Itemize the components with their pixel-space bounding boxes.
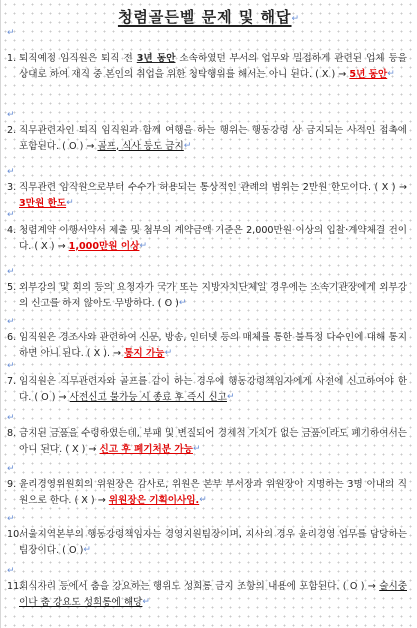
- answer-note: 사전신고 불가능 시 종료 후 즉시 신고: [69, 391, 227, 403]
- question-item: [7, 181, 407, 211]
- question-number: 10.: [7, 529, 23, 540]
- answer-note: 5년 동안: [349, 68, 388, 80]
- answer-note: 골프, 식사 등도 금지: [97, 140, 184, 152]
- paragraph-mark: ↵: [83, 544, 91, 555]
- paragraph-mark: ↵: [226, 391, 235, 402]
- question-number: 6.: [7, 332, 17, 343]
- paragraph-mark: ↵: [7, 28, 15, 38]
- question-number: 11.: [7, 581, 23, 592]
- question-text: [19, 478, 407, 508]
- question-item: [7, 580, 407, 610]
- question-number: 5.: [7, 282, 17, 293]
- question-item: [7, 427, 407, 457]
- question-text-part: 금지된 금품을 수령하였는데, 부패 및 변질되어 경제적 가치가 없는 금품이라도 폐기하여서는 아니 된다. ( X ) →: [19, 428, 407, 455]
- question-text-part: 직무관련자인 퇴직 임직원과 함께 여행을 하는 행위는 행동강령 상 금지되는 사적인 접촉에 포함된다. ( O ) →: [19, 125, 407, 152]
- paragraph-mark: ↵: [7, 210, 15, 220]
- question-text-part: 회식자리 등에서 춤을 강요하는 행위도 성희롱 금지 조항의 내용에 포함된다. ( O ) →: [19, 581, 380, 592]
- question-number: 2.: [7, 125, 17, 136]
- paragraph-mark: ↵: [7, 514, 15, 524]
- paragraph-mark: ↵: [7, 267, 15, 277]
- paragraph-mark: ↵: [199, 494, 207, 505]
- paragraph-mark: ↵: [183, 140, 192, 151]
- question-text: [19, 52, 407, 82]
- question-text: [19, 331, 407, 361]
- answer-note: 3만원 한도: [19, 197, 67, 209]
- question-number: 3.: [7, 182, 17, 193]
- paragraph-mark: ↵: [387, 68, 395, 79]
- question-text-part: 윤리경영위원회의 위원장은 감사로, 위원은 본부 부서장과 위원장이 지명하는 3명 이내의 직원으로 한다. ( X ) →: [19, 479, 407, 506]
- question-text-part: 임직원은 경조사와 관련하여 신문, 방송, 인터넷 등의 매체를 통한 불특정 다수인에 대해 통지하면 아니 된다. ( X ). →: [19, 332, 407, 359]
- question-text-part: 퇴직예정 임직원은 퇴직 전: [19, 53, 137, 64]
- question-text: [19, 580, 407, 610]
- question-item: [7, 331, 407, 361]
- question-item: [7, 224, 407, 254]
- paragraph-mark: ↵: [178, 297, 187, 308]
- answer-note: 술시중이나 춤 강요도 성희롱에 해당: [19, 581, 407, 608]
- question-number: 1.: [7, 53, 17, 64]
- question-text: [19, 124, 407, 154]
- question-item: [7, 478, 407, 508]
- paragraph-mark: ↵: [291, 14, 301, 24]
- question-text: [19, 281, 407, 311]
- paragraph-mark: ↵: [142, 596, 150, 607]
- emphasized-term: 3년 동안: [136, 53, 176, 64]
- paragraph-mark: ↵: [7, 110, 15, 120]
- paragraph-mark: ↵: [7, 413, 15, 423]
- paragraph-mark: ↵: [7, 317, 15, 327]
- answer-note: 1,000만원 이상: [68, 240, 140, 252]
- answer-note: 신고 후 폐기처분 가능: [99, 443, 193, 455]
- question-text: [19, 375, 407, 405]
- question-number: 8.: [7, 428, 17, 439]
- paragraph-mark: ↵: [7, 566, 15, 576]
- paragraph-mark: ↵: [164, 347, 173, 358]
- question-text-part: 서울지역본부의 행동강령책임자는 경영지원팀장이며, 지사의 경우 윤리경영 업무를 담당하는 팀장이다. ( O ): [19, 529, 407, 556]
- question-text-part: 청렴계약 이행서약서 제출 및 첨부의 계약금액 기준은 2,000만원 이상의 입찰·계약체결 건이다. ( X ) →: [19, 225, 407, 252]
- paragraph-mark: ↵: [192, 443, 201, 454]
- question-item: [7, 375, 407, 405]
- paragraph-mark: ↵: [7, 464, 15, 474]
- question-number: 9.: [7, 479, 17, 490]
- title-text: 청렴골든벨 문제 및 해답: [117, 8, 292, 26]
- question-text: [19, 528, 407, 558]
- question-number: 4.: [7, 225, 17, 236]
- question-item: [7, 52, 407, 82]
- paragraph-mark: ↵: [7, 167, 15, 177]
- question-text-part: 외부강의 및 회의 등의 요청자가 국가 또는 지방자치단체일 경우에는 소속기관장에게 외부강의 신고를 하지 않아도 무방하다. ( O ): [19, 282, 407, 309]
- question-number: 7.: [7, 376, 17, 387]
- question-text: [19, 224, 407, 254]
- question-text: [19, 181, 407, 211]
- question-text-part: 직무관련 임직원으로부터 수수가 허용되는 통상적인 관례의 범위는 2만원 한도이다. ( X ) →: [19, 182, 407, 193]
- answer-note: 위원장은 기획이사임.: [108, 494, 200, 506]
- question-item: [7, 124, 407, 154]
- question-text: [19, 427, 407, 457]
- question-text-part: 소속하였던 부서의 업무와 밀접하게 관련된 업체 등을 상대로 하여 재직 중 본인의 취업을 위한 청탁행위를 해서는 아니 된다. ( X ) →: [19, 53, 407, 80]
- question-text-part: 임직원은 직무관련자와 골프를 같이 하는 경우에 행동강령책임자에게 사전에 신고하여야 한다. ( O ) →: [19, 376, 407, 403]
- paragraph-mark: ↵: [66, 197, 74, 208]
- paragraph-mark: ↵: [7, 361, 15, 371]
- answer-note: 통지 가능: [124, 347, 165, 359]
- question-item: [7, 281, 407, 311]
- paragraph-mark: ↵: [139, 240, 147, 251]
- question-item: [7, 528, 407, 558]
- document-title: [1, 6, 417, 27]
